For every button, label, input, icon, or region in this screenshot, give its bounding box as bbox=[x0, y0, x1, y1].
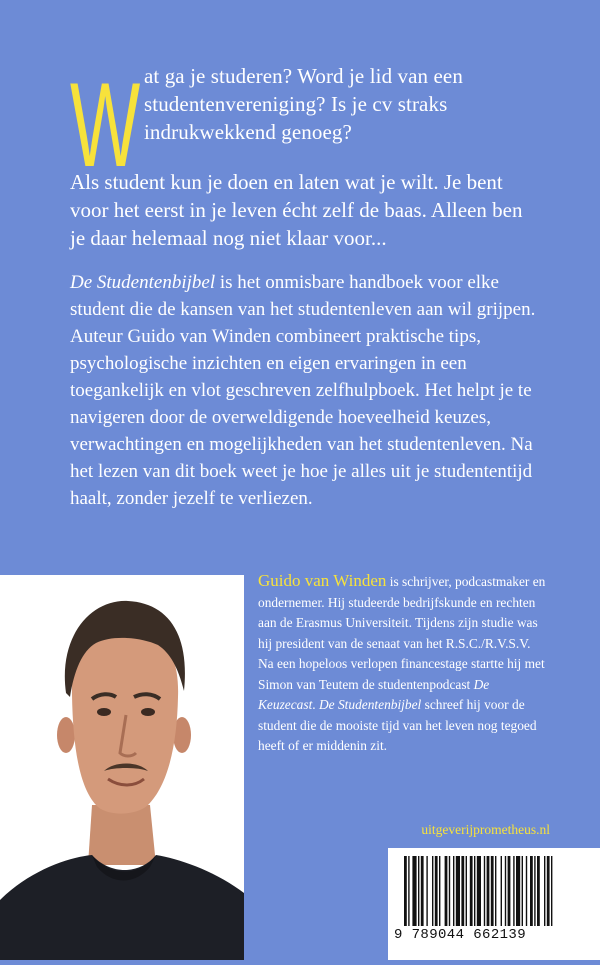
intro-lead-text: at ga je studeren? Word je lid van een studentenvereniging? Is je cv straks indrukwekkend genoeg? bbox=[144, 64, 463, 144]
author-bio-part-3: schreef hij voor de student die de mooiste tijd van het leven nog tegoed heeft of er middenin zit. bbox=[258, 697, 537, 753]
author-book-title: De Studentenbijbel bbox=[319, 697, 422, 712]
intro-section bbox=[70, 58, 540, 252]
author-bio-part-2: . bbox=[312, 697, 319, 712]
publisher-website: uitgeverijprometheus.nl bbox=[421, 822, 550, 837]
author-name: Guido van Winden bbox=[258, 571, 387, 590]
author-bio bbox=[258, 571, 548, 757]
barcode-bars bbox=[388, 848, 600, 960]
isbn-number: 9 789044 662139 bbox=[394, 927, 527, 943]
intro-second-text: Als student kun je doen en laten wat je wilt. Je bent voor het eerst in je leven écht zelf de baas. Alleen ben je daar helemaal nog niet klaar voor... bbox=[70, 170, 523, 250]
description-body: is het onmisbare handboek voor elke student die de kansen van het studentenleven aan wil grijpen. Auteur Guido van Winden combineert praktische tips, psychologische inzichten en eigen ervaringen in een toegankelijk en vlot geschreven zelfhulpboek. Het helpt je te navigeren door de overweldigende hoeveelheid keuzes, verwachtingen en mogelijkheden van het studentenleven. Na het lezen van dit boek weet je hoe je alles uit je studententijd haalt, zonder jezelf te verliezen. bbox=[70, 272, 536, 509]
description-book-title: De Studentenbijbel bbox=[70, 272, 216, 293]
author-podcast-title: De Keuzecast bbox=[258, 676, 490, 712]
author-bio-part-1: is schrijver, podcastmaker en ondernemer. Hij studeerde bedrijfskunde en rechten aan de Erasmus Universiteit. Tijdens zijn studie was hij president van de senaat van het R.S.C./R.V.S.V. Na een hopeloos verlopen financestage startte hij met Simon van Teutem de studentenpodcast bbox=[258, 574, 546, 692]
book-description bbox=[70, 269, 540, 512]
author-photo bbox=[0, 575, 244, 960]
drop-cap: W bbox=[70, 58, 141, 192]
barcode bbox=[388, 848, 600, 960]
